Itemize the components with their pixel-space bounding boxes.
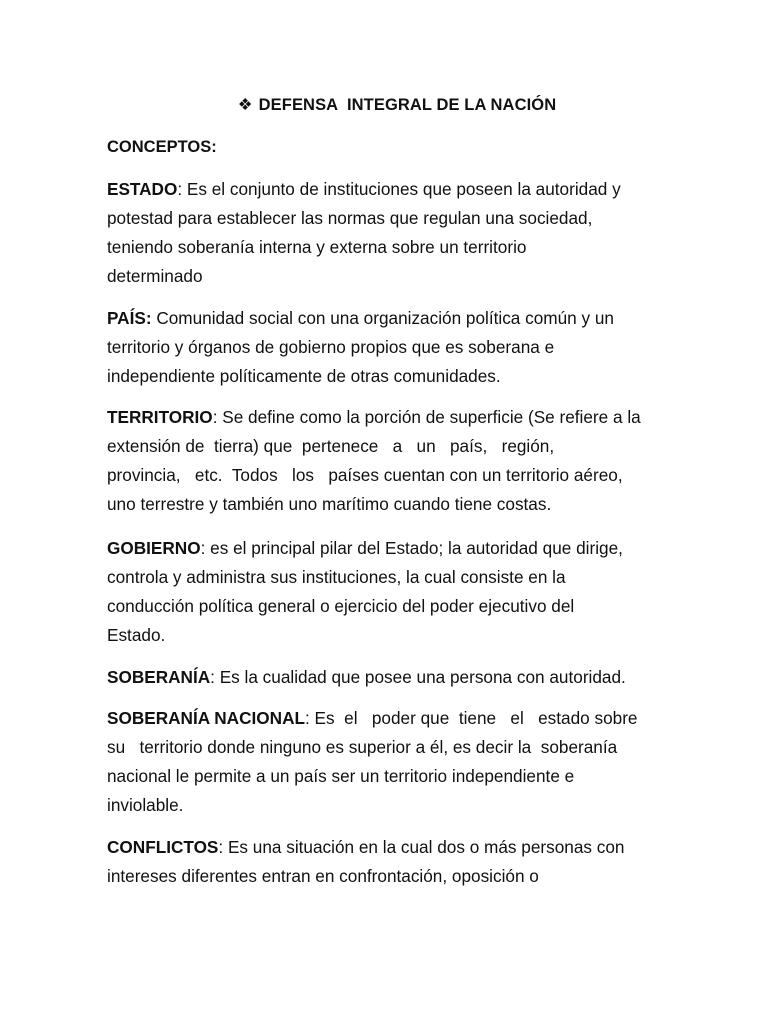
definition-line: inviolable. — [107, 795, 184, 815]
definition-line — [107, 403, 667, 432]
definition-line: teniendo soberanía interna y externa sobre un territorio — [107, 237, 527, 257]
definition-line: determinado — [107, 266, 203, 286]
definition-conflictos — [107, 833, 667, 891]
document-title-text: DEFENSA INTEGRAL DE LA NACIÓN — [258, 96, 557, 114]
definition-territorio — [107, 403, 667, 519]
definition-line: extensión de tierra) que pertenece a un país, región, — [107, 436, 555, 456]
definition-text: Es una situación en la cual dos o más personas con — [223, 837, 625, 857]
definition-pais — [107, 304, 667, 391]
definition-term: SOBERANÍA NACIONAL — [107, 708, 305, 728]
definition-line — [107, 704, 667, 733]
definition-soberania-nacional — [107, 704, 667, 820]
definition-text: Es la cualidad que posee una persona con autoridad. — [214, 667, 626, 687]
definition-term: ESTADO — [107, 179, 178, 199]
definition-line: territorio y órganos de gobierno propios que es soberana e — [107, 337, 555, 357]
definition-line — [107, 663, 667, 692]
concepts-heading: CONCEPTOS: — [107, 138, 217, 156]
definition-term: GOBIERNO — [107, 538, 201, 558]
document-title — [107, 94, 687, 116]
definition-line: Estado. — [107, 625, 166, 645]
definition-estado — [107, 175, 667, 291]
definition-term: PAÍS: — [107, 308, 152, 328]
definition-line — [107, 175, 667, 204]
definition-term: TERRITORIO — [107, 407, 213, 427]
definition-line — [107, 534, 667, 563]
definition-line: nacional le permite a un país ser un territorio independiente e — [107, 766, 575, 786]
definition-term: SOBERANÍA — [107, 667, 211, 687]
definition-text: es el principal pilar del Estado; la autoridad que dirige, — [205, 538, 623, 558]
definition-separator: : — [212, 407, 218, 427]
definition-line: independiente políticamente de otras comunidades. — [107, 366, 501, 386]
diamond-bullet-icon: ❖ — [237, 96, 253, 114]
definition-line: intereses diferentes entran en confrontación, oposición o — [107, 866, 539, 886]
definition-line — [107, 304, 667, 333]
definition-separator: : — [210, 667, 215, 687]
definition-separator: : — [177, 179, 183, 199]
definition-soberania — [107, 663, 667, 692]
definition-separator: : — [200, 538, 206, 558]
definition-line — [107, 833, 667, 862]
definition-line: uno terrestre y también uno marítimo cuando tiene costas. — [107, 494, 552, 514]
definition-gobierno — [107, 534, 667, 650]
definition-text: Es el conjunto de instituciones que poseen la autoridad y — [182, 179, 621, 199]
definition-line: potestad para establecer las normas que regulan una sociedad, — [107, 208, 593, 228]
definition-text: Comunidad social con una organización política común y un — [151, 308, 614, 328]
definition-line: controla y administra sus instituciones, la cual consiste en la — [107, 567, 566, 587]
definition-line: su territorio donde ninguno es superior a él, es decir la soberanía — [107, 737, 618, 757]
definition-line: conducción política general o ejercicio del poder ejecutivo del — [107, 596, 575, 616]
definition-term: CONFLICTOS — [107, 837, 219, 857]
definition-text: Se define como la porción de superficie (Se refiere a la — [217, 407, 641, 427]
definition-separator: : — [304, 708, 310, 728]
definition-separator: : — [218, 837, 224, 857]
definition-line: provincia, etc. Todos los países cuentan con un territorio aéreo, — [107, 465, 623, 485]
definition-text: Es el poder que tiene el estado sobre — [309, 708, 638, 728]
